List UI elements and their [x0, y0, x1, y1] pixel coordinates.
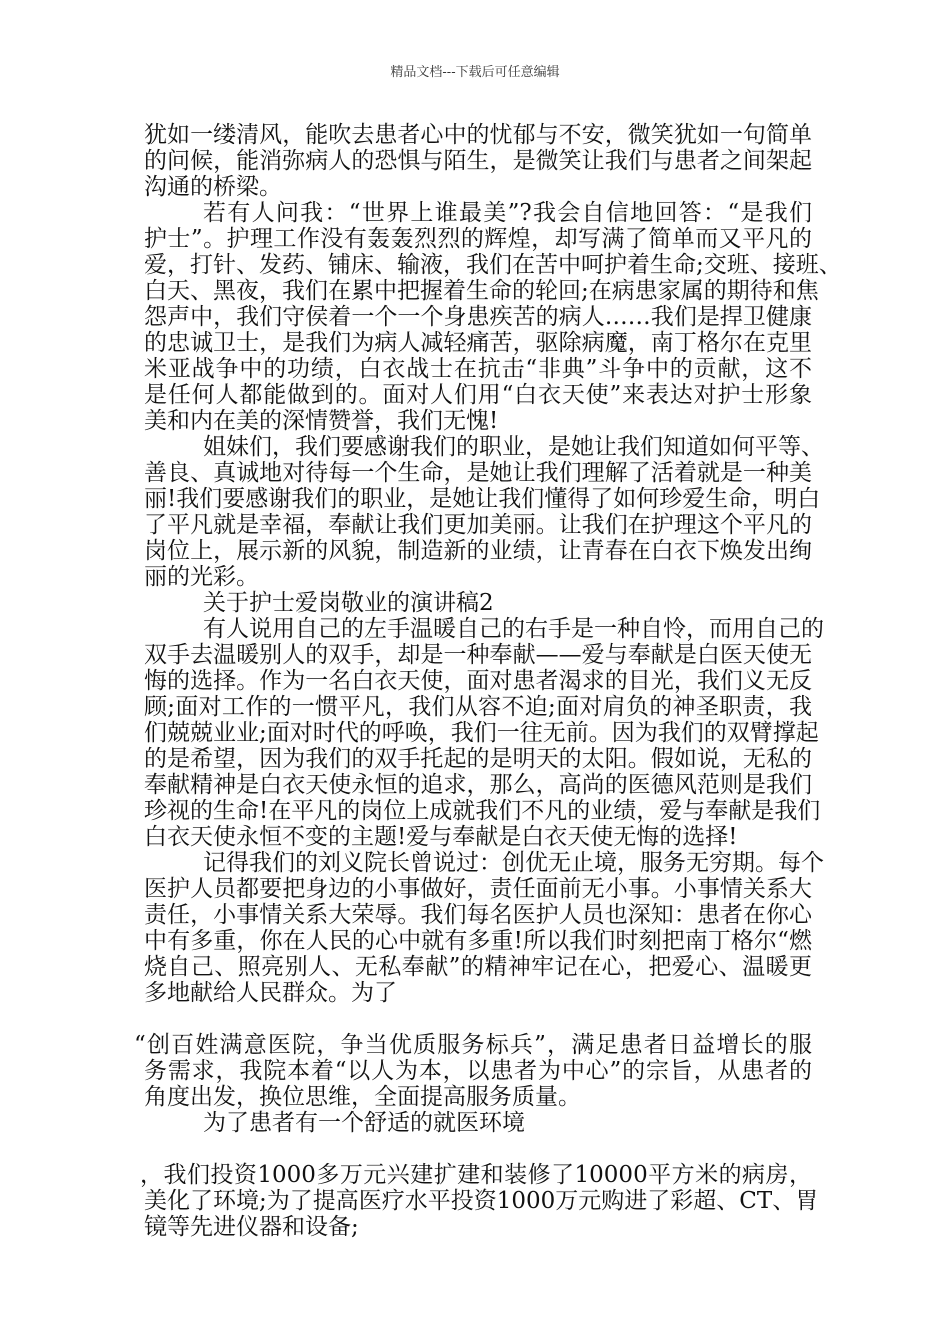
text-line: 犹如一缕清风，能吹去患者心中的忧郁与不安，微笑犹如一句简单 [144, 122, 812, 148]
text-line: 怨声中，我们守侯着一个一个身患疾苦的病人……我们是捍卫健康 [144, 304, 812, 330]
text-line: 美化了环境;为了提高医疗水平投资1000万元购进了彩超、CT、胃 [144, 1188, 819, 1214]
text-line: 责任，小事情关系大荣辱。我们每名医护人员也深知：患者在你心 [144, 902, 812, 928]
text-line: 沟通的桥梁。 [144, 174, 282, 200]
text-line: 务需求，我院本着“以人为本，以患者为中心”的宗旨，从患者的 [144, 1058, 812, 1084]
text-line: 姐妹们，我们要感谢我们的职业，是她让我们知道如何平等、 [203, 434, 824, 460]
text-line: 有人说用自己的左手温暖自己的右手是一种自怜，而用自己的 [203, 616, 824, 642]
text-line: 的问候，能消弥病人的恐惧与陌生，是微笑让我们与患者之间架起 [144, 148, 812, 174]
text-line: 珍视的生命!在平凡的岗位上成就我们不凡的业绩，爱与奉献是我们 [144, 798, 821, 824]
text-line: 奉献精神是白衣天使永恒的追求，那么，高尚的医德风范则是我们 [144, 772, 812, 798]
paragraph-2 [144, 200, 842, 434]
paragraph-6 [134, 1032, 812, 1110]
text-line: 若有人问我：“世界上谁最美”?我会自信地回答：“是我们 [203, 200, 812, 226]
text-line: 角度出发，换位思维，全面提高服务质量。 [144, 1084, 581, 1110]
text-line: 悔的选择。作为一名白衣天使，面对患者渴求的目光，我们义无反 [144, 668, 812, 694]
section-title: 关于护士爱岗敬业的演讲稿2 [203, 590, 494, 616]
text-line: 善良、真诚地对待每一个生命，是她让我们理解了活着就是一种美 [144, 460, 812, 486]
text-line: “创百姓满意医院，争当优质服务标兵”，满足患者日益增长的服 [134, 1032, 812, 1058]
text-line: 岗位上，展示新的风貌，制造新的业绩，让青春在白衣下焕发出绚 [144, 538, 812, 564]
text-line: 米亚战争中的功绩，白衣战士在抗击“非典”斗争中的贡献，这不 [144, 356, 812, 382]
text-line: ，我们投资1000多万元兴建扩建和装修了10000平方米的病房， [140, 1162, 812, 1188]
text-line: 顾;面对工作的一惯平凡，我们从容不迫;面对肩负的神圣职责，我 [144, 694, 812, 720]
blank-line [144, 1006, 812, 1032]
text-line: 了平凡就是幸福，奉献让我们更加美丽。让我们在护理这个平凡的 [144, 512, 812, 538]
text-line: 的忠诚卫士，是我们为病人减轻痛苦，驱除病魔，南丁格尔在克里 [144, 330, 812, 356]
paragraph-4 [144, 616, 824, 850]
paragraph-3 [144, 434, 824, 590]
text-line: 中有多重，你在人民的心中就有多重!所以我们时刻把南丁格尔“燃 [144, 928, 812, 954]
text-line: 护士”。护理工作没有轰轰烈烈的辉煌，却写满了简单而又平凡的 [144, 226, 812, 252]
text-line: 丽的光彩。 [144, 564, 259, 590]
text-line: 医护人员都要把身边的小事做好，责任面前无小事。小事情关系大 [144, 876, 812, 902]
text-line: 镜等先进仪器和设备; [144, 1214, 359, 1240]
text-line: 记得我们的刘义院长曾说过：创优无止境，服务无穷期。每个 [203, 850, 824, 876]
text-line: 美和内在美的深情赞誉，我们无愧! [144, 408, 499, 434]
text-line: 多地献给人民群众。为了 [144, 980, 397, 1006]
text-line: 是任何人都能做到的。面对人们用“白衣天使”来表达对护士形象 [144, 382, 812, 408]
text-line: 白衣天使永恒不变的主题!爱与奉献是白衣天使无悔的选择! [144, 824, 738, 850]
paragraph-5 [144, 850, 824, 1006]
text-line: 为了患者有一个舒适的就医环境 [203, 1110, 525, 1136]
text-line: 爱，打针、发药、铺床、输液，我们在苦中呵护着生命;交班、接班、 [144, 252, 842, 278]
text-line: 白天、黑夜，我们在累中把握着生命的轮回;在病患家属的期待和焦 [144, 278, 819, 304]
blank-line [144, 1136, 812, 1162]
text-line: 烧自己、照亮别人、无私奉献”的精神牢记在心，把爱心、温暖更 [144, 954, 812, 980]
paragraph-7 [144, 1110, 812, 1136]
text-line: 们兢兢业业;面对时代的呼唤，我们一往无前。因为我们的双臂撑起 [144, 720, 819, 746]
text-line: 双手去温暖别人的双手，却是一种奉献——爱与奉献是白医天使无 [144, 642, 812, 668]
page-header: 精品文档---下载后可任意编辑 [390, 65, 560, 80]
text-line: 丽!我们要感谢我们的职业，是她让我们懂得了如何珍爱生命，明白 [144, 486, 821, 512]
paragraph-1 [144, 122, 812, 200]
paragraph-8 [140, 1162, 819, 1240]
document-body [134, 122, 842, 1240]
text-line: 的是希望，因为我们的双手托起的是明天的太阳。假如说，无私的 [144, 746, 812, 772]
